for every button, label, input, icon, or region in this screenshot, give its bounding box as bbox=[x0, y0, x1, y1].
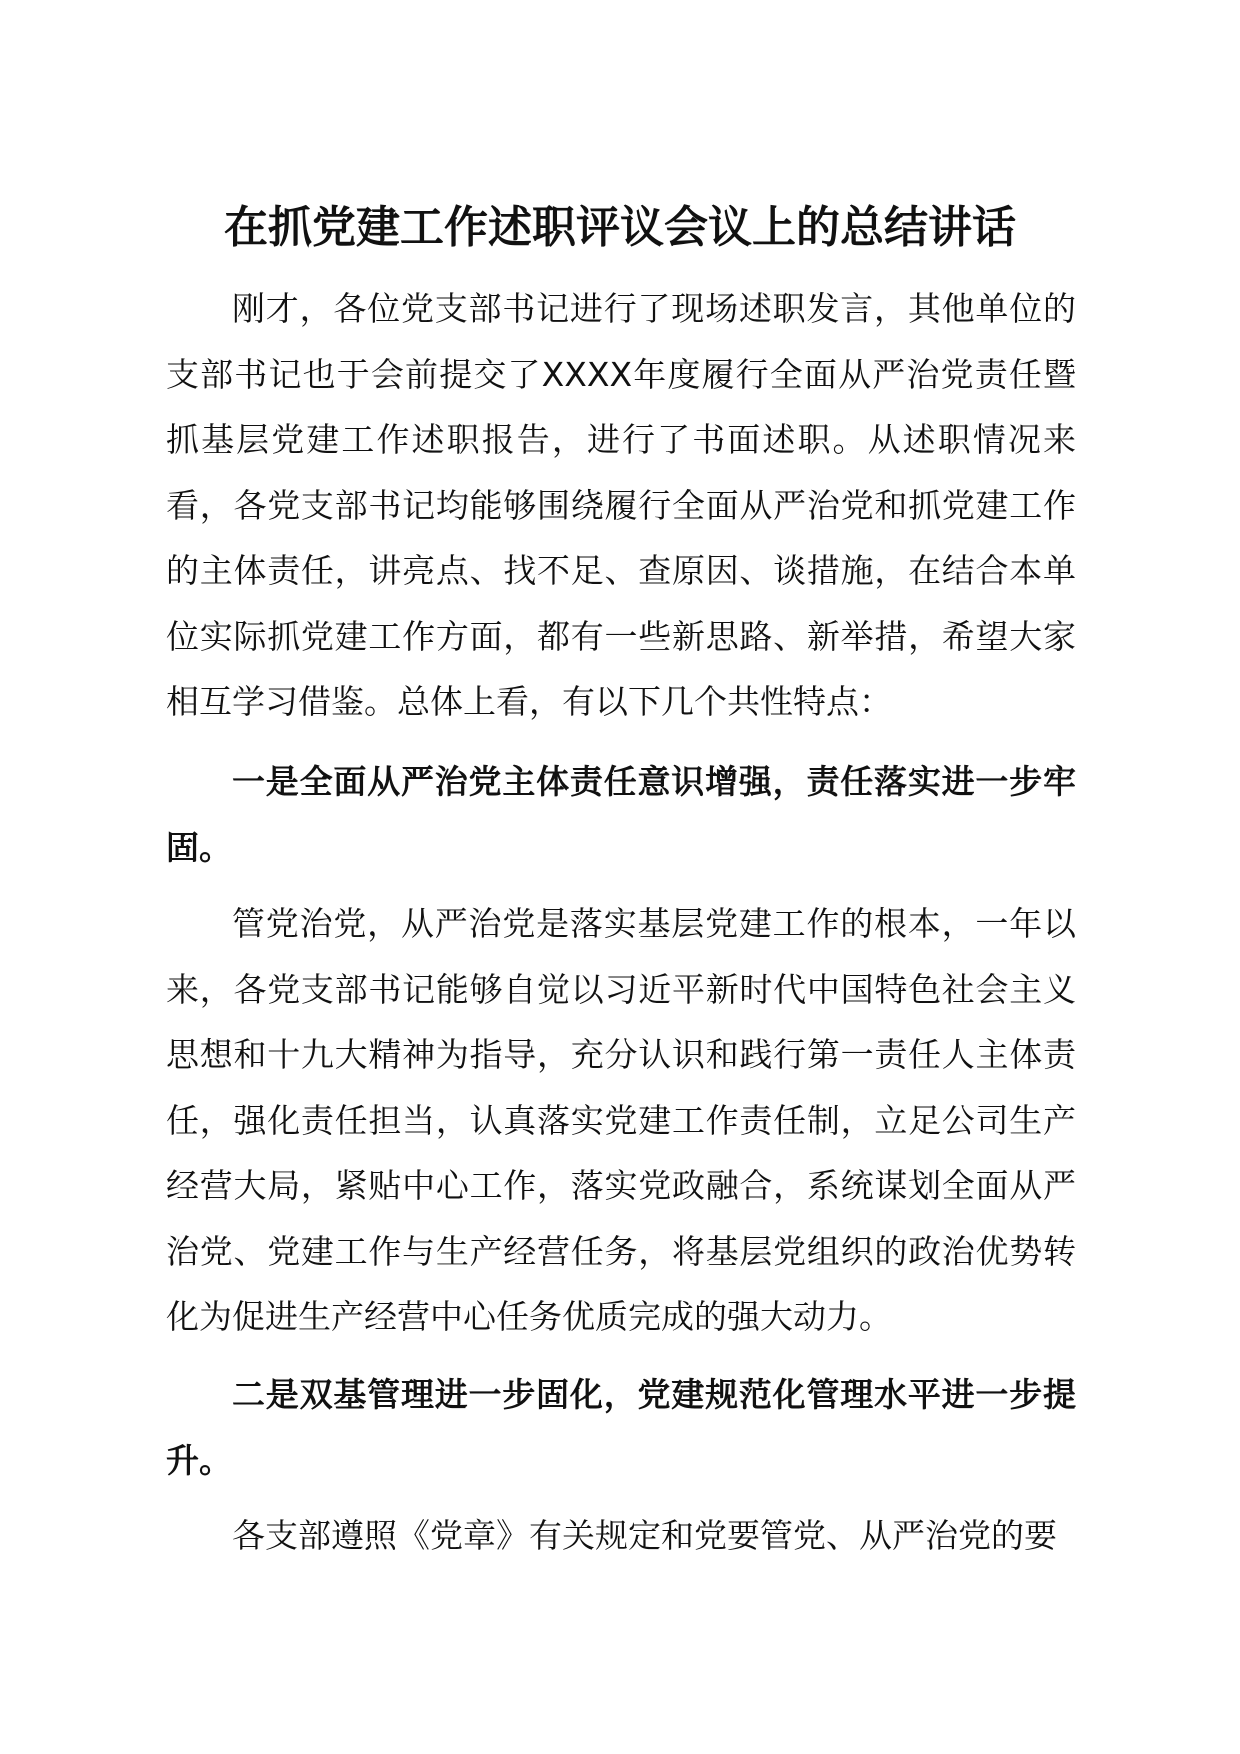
document-title: 在抓党建工作述职评议会议上的总结讲话 bbox=[224, 202, 1016, 253]
paragraph-heading-2: 二是双基管理进一步固化，党建规范化管理水平进一步提升。 bbox=[166, 1375, 1076, 1480]
paragraph-intro: 刚才，各位党支部书记进行了现场述职发言，其他单位的支部书记也于会前提交了XXXX年度履行全面从严治党责任暨抓基层党建工作述职报告，进行了书面述职。从述职情况来看，各党支部书记均能够围绕履行全面从严治党和抓党建工作的主体责任，讲亮点、找不足、查原因、谈措施，在结合本单位实际抓党建工作方面，都有一些新思路、新举措，希望大家相互学习借鉴。总体上看，有以下几个共性特点： bbox=[166, 289, 1076, 721]
paragraph-body-1: 管党治党，从严治党是落实基层党建工作的根本，一年以来，各党支部书记能够自觉以习近平新时代中国特色社会主义思想和十九大精神为指导，充分认识和践行第一责任人主体责任，强化责任担当，认真落实党建工作责任制，立足公司生产经营大局，紧贴中心工作，落实党政融合，系统谋划全面从严治党、党建工作与生产经营任务，将基层党组织的政治优势转化为促进生产经营中心任务优质完成的强大动力。 bbox=[166, 904, 1076, 1336]
paragraph-body-2: 各支部遵照《党章》有关规定和党要管党、从严治党的要 bbox=[232, 1516, 1057, 1555]
paragraph-heading-1: 一是全面从严治党主体责任意识增强，责任落实进一步牢固。 bbox=[166, 762, 1076, 867]
